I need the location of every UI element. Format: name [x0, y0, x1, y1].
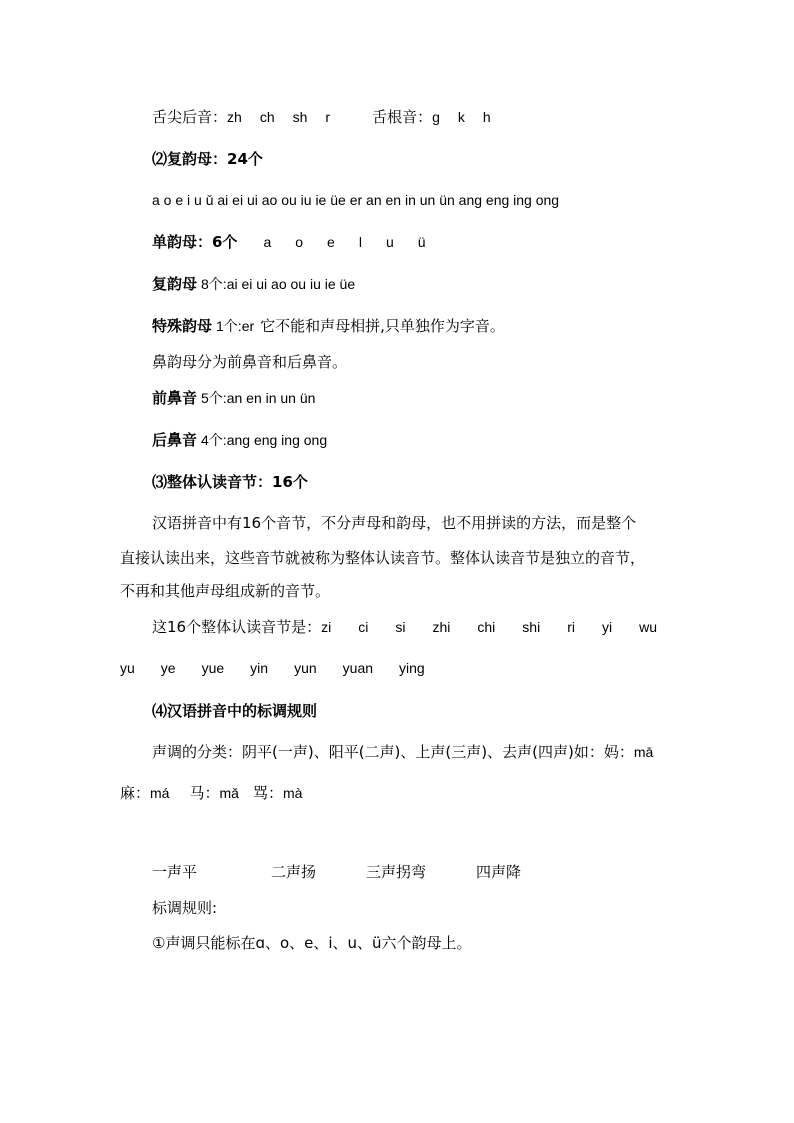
syllable-item: chi: [477, 619, 496, 635]
section3-heading: ⑶整体认读音节：16个: [152, 473, 308, 491]
section2-heading: ⑵复韵母：24个: [152, 150, 263, 168]
syllable-item: shi: [522, 619, 541, 635]
single-finals-line: [152, 232, 426, 252]
front-nasal-label: 前鼻音: [152, 389, 198, 407]
special-final-value: er: [241, 318, 255, 334]
tones-line1: [152, 742, 653, 762]
tone-name: 四声降: [476, 863, 522, 881]
tone-example-ma1: mā: [633, 744, 654, 760]
all-finals-list: a o e i u ǔ ai ei ui ao ou iu ie üe er an en in un ün ang eng ing ong: [152, 192, 560, 208]
retroflex-item: ch: [259, 109, 275, 125]
syllables-row1: [152, 617, 657, 637]
single-final-item: l: [358, 234, 362, 250]
velar-label: 舌根音：: [372, 108, 433, 126]
tone-names-row: [152, 862, 521, 882]
tone-example-label: 骂：: [252, 784, 283, 802]
syllable-item: zi: [321, 619, 332, 635]
syllables-intro: 这16个整体认读音节是：: [152, 618, 322, 636]
section3-paragraph-line1: 汉语拼音中有16个音节，不分声母和韵母，也不用拼读的方法，而是整个: [152, 514, 637, 532]
syllable-item: ye: [160, 660, 176, 676]
section3-paragraph-line2: 直接认读出来，这些音节就被称为整体认读音节。整体认读音节是独立的音节，: [120, 549, 646, 567]
section3-paragraph-line3: 不再和其他声母组成新的音节。: [120, 582, 331, 600]
syllable-item: ci: [358, 619, 369, 635]
velar-item: k: [457, 109, 465, 125]
syllable-item: yi: [601, 619, 613, 635]
tone-example-label: 马：: [189, 784, 220, 802]
single-final-item: a: [263, 234, 272, 250]
rules-title: 标调规则:: [152, 899, 218, 917]
compound-finals-label: 复韵母: [152, 275, 198, 293]
nasal-intro: 鼻韵母分为前鼻音和后鼻音。: [152, 353, 348, 371]
single-final-item: ü: [417, 234, 426, 250]
special-final-note: 它不能和声母相拼,只单独作为字音。: [260, 317, 505, 335]
tones-line2: [120, 783, 302, 803]
single-final-item: u: [385, 234, 394, 250]
consonants-line: [152, 107, 491, 127]
front-nasal-line: [152, 388, 315, 408]
syllable-item: yuan: [342, 660, 374, 676]
tone-example-label: 麻：: [120, 784, 151, 802]
special-final-count: 1个:: [216, 318, 242, 334]
syllable-item: yue: [201, 660, 225, 676]
retroflex-item: sh: [292, 109, 308, 125]
back-nasal-label: 后鼻音: [152, 431, 198, 449]
tone-example-ma4: mà: [282, 785, 303, 801]
syllable-item: si: [395, 619, 406, 635]
velar-item: g: [432, 109, 440, 125]
tone-name: 一声平: [152, 863, 198, 881]
compound-finals-text: 8个:ai ei ui ao ou iu ie üe: [201, 276, 356, 292]
front-nasal-text: 5个:an en in un ün: [201, 390, 316, 406]
syllables-row2: [120, 658, 425, 678]
syllable-item: yin: [250, 660, 269, 676]
syllable-item: ying: [399, 660, 425, 676]
retroflex-item: r: [325, 109, 331, 125]
syllable-item: yun: [294, 660, 317, 676]
single-final-item: e: [327, 234, 335, 250]
single-finals-label: 单韵母：6个: [152, 233, 238, 251]
rule-1: ①声调只能标在ɑ、o、e、i、u、ü六个韵母上。: [152, 934, 472, 952]
retroflex-item: zh: [227, 109, 242, 125]
syllable-item: zhi: [432, 619, 451, 635]
section4-heading: ⑷汉语拼音中的标调规则: [152, 702, 318, 720]
tones-classification: 声调的分类：阴平(一声)、阳平(二声)、上声(三声)、去声(四声)如：妈：: [152, 743, 634, 761]
compound-finals-line: [152, 274, 355, 294]
special-final-line: [152, 316, 505, 336]
syllable-item: ri: [567, 619, 575, 635]
syllable-item: wu: [639, 619, 657, 635]
syllable-item: yu: [120, 660, 135, 676]
single-final-item: o: [295, 234, 304, 250]
tone-name: 二声扬: [271, 863, 317, 881]
velar-item: h: [482, 109, 491, 125]
retroflex-label: 舌尖后音：: [152, 108, 228, 126]
special-final-label: 特殊韵母: [152, 317, 213, 335]
tone-example-ma2: má: [150, 785, 170, 801]
back-nasal-line: [152, 430, 327, 450]
back-nasal-text: 4个:ang eng ing ong: [201, 432, 328, 448]
tone-name: 三声拐弯: [366, 863, 427, 881]
tone-example-ma3: mǎ: [219, 785, 239, 801]
